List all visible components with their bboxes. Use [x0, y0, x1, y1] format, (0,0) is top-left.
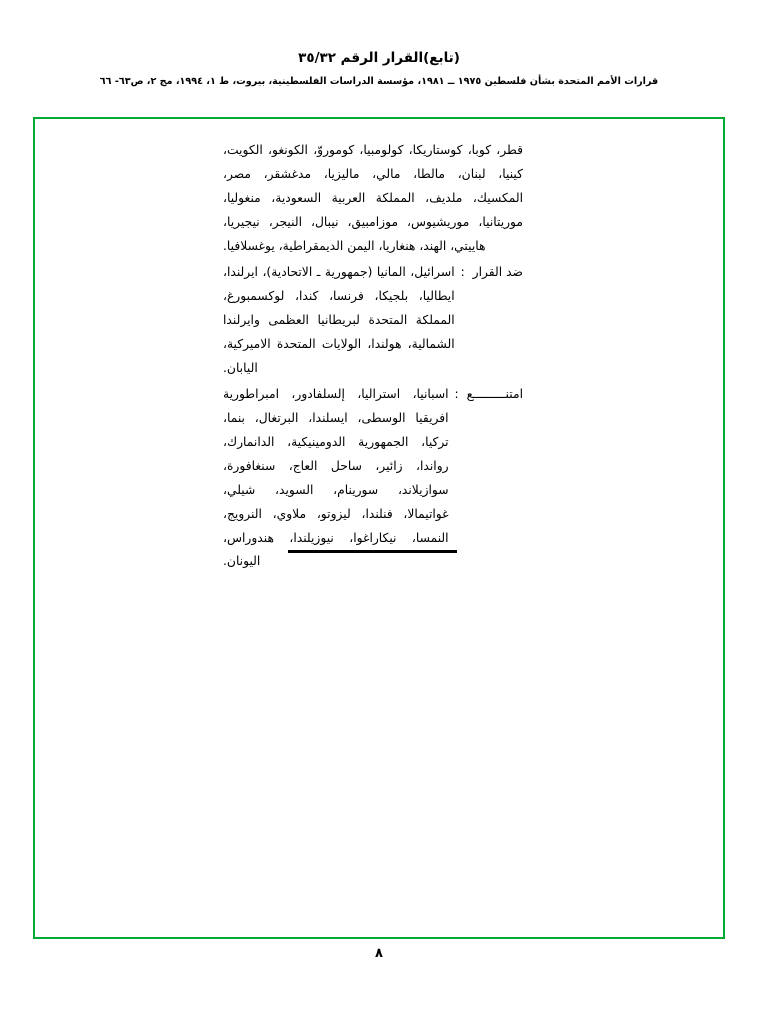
abstained-label: امتنـــــــــع — [466, 386, 523, 401]
document-body — [223, 139, 523, 574]
against-row — [223, 261, 523, 381]
against-colon: : — [460, 264, 465, 279]
section-divider-wrap — [222, 550, 522, 553]
green-content-frame — [33, 117, 725, 939]
page-source-line: قرارات الأمم المتحدة بشأن فلسطين ١٩٧٥ ــ ١٩٨١، مؤسسة الدراسات الفلسطينية، بيروت، ط ١، ١٩٩٤، مج ٢، ص٦٣- ٦٦ — [99, 76, 659, 88]
section-divider — [288, 550, 457, 553]
page-title: (تابع)القرار الرقم ٣٥/٣٢ — [298, 50, 460, 66]
countries-paragraph: قطر، كوبا، كوستاريكا، كولومبيا، كوموروّ، الكونغو، الكويت، كينيا، لبنان، مالطا، مالي، ماليزيا، مدغشقر، مصر، المكسيك، ملديف، المملكة العربية السعودية، منغوليا، موريتانيا، موريشيوس، موزامبيق، نيبال، النيجر، نيجيريا، هاييتي، الهند، هنغاريا، اليمن الديمقراطية، يوغسلافيا. — [223, 143, 523, 253]
abstained-row — [223, 383, 523, 575]
page-header — [0, 48, 758, 90]
against-label: ضد القرار — [472, 264, 523, 279]
against-text: اسرائيل، المانيا (جمهورية ـ الاتحادية)، ايرلندا، ايطاليا، بلجيكا، فرنسا، كندا، لوكسمبورغ، المملكة المتحدة لبريطانيا العظمى وايرلندا الشمالية، هولندا، الولايات المتحدة الاميركية، اليابان. — [223, 264, 455, 375]
abstained-colon: : — [454, 386, 459, 401]
page-number: ٨ — [375, 946, 383, 961]
abstained-text: اسبانيا، استراليا، إلسلفادور، امبراطورية افريقيا الوسطى، ايسلندا، البرتغال، بنما، تركيا، الجمهورية الدومينيكية، الدانمارك، رواندا، زائير، ساحل العاج، سنغافورة، سوازيلاند، سورينام، السويد، شيلي، غواتيمالا، فنلندا، ليزوتو، ملاوي، النرويج، النمسا، نيكاراغوا، نيوزيلندا، هندوراس، اليونان. — [223, 386, 449, 569]
